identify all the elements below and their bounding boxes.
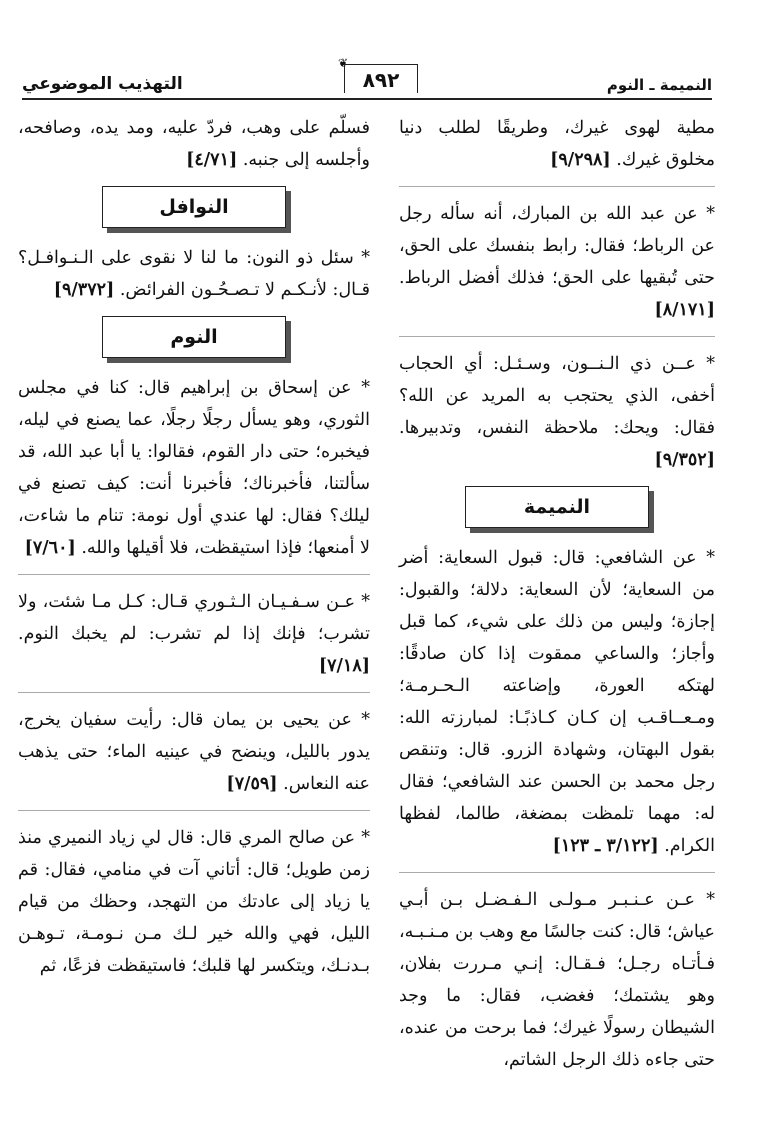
divider: [18, 574, 370, 576]
citation: [٩/٣٧٢]: [53, 280, 115, 300]
paragraph: [399, 198, 715, 326]
section-heading-wrap: [18, 316, 370, 358]
paragraph-text: * عــن ذي الـنــون، وسـئـل: أي الحجاب أخفى، الذي يحتجب به المريد عن الله؟ فقال: ويحك: ملاحظة النفس، وتدبيرها.: [399, 354, 715, 438]
right-column: [399, 112, 715, 1086]
paragraph: [399, 112, 715, 176]
paragraph: [18, 112, 370, 176]
paragraph-text: * عن عبد الله بن المبارك، أنه سأله رجل عن الرباط؛ فقال: رابط بنفسك على الحق، حتى تُبقيها على الحق؛ فذلك أفضل الرباط.: [399, 204, 715, 288]
paragraph: [18, 822, 370, 982]
section-heading-wrap: [399, 486, 715, 528]
citation: [٧/٥٩]: [226, 774, 278, 794]
paragraph-text: * عن صالح المري قال: قال لي زياد النميري منذ زمن طويل؛ قال: أتاني آت في منامي، فقال: قم يا زياد إلى عادتك من التهجد، وحظك من قيام الليل، فهي والله خير لـك مـن نـومـة، تـوهـن بـدنـك، ويتكسر لها قلبك؛ فاستيقظت فزعًا، ثم: [18, 828, 370, 976]
paragraph: [18, 704, 370, 800]
divider: [18, 810, 370, 812]
paragraph: [399, 348, 715, 476]
paragraph-text: * عن يحيى بن يمان قال: رأيت سفيان يخرج، يدور بالليل، وينضح في عينيه الماء؛ حتى يذهب عنه النعاس.: [18, 710, 370, 794]
paragraph: [18, 372, 370, 564]
page-header: [22, 56, 712, 102]
paragraph-text: * عن الشافعي: قال: قبول السعاية: أضر من السعاية؛ لأن السعاية: دلالة؛ والقبول: إجازة؛ وليس من ذلك على شيء، كما قبل وأجاز؛ والساعي ممقوت إذا كان صادقًا: لهتكه العورة، وإضاعته الـحـرمـة؛ ومـعــاقـب إن كـان كـاذبًـا: لمبارزته الله: بقول البهتان، وشهادة الزرو. قال: وتنقص رجل محمد بن الحسن عند الشافعي؛ فقال له: مهما تلمظت بمضغة، طالما، لفظها الكرام.: [399, 548, 715, 856]
paragraph-text: * سئل ذو النون: ما لنا لا نقوى على الـنـوافـل؟ قـال: لأنـكـم لا تـصـحُـون الفرائض.: [18, 248, 370, 300]
paragraph: [18, 586, 370, 682]
paragraph-text: * عن إسحاق بن إبراهيم قال: كنا في مجلس الثوري، وهو يسأل رجلًا رجلًا، عما يصنع في ليله، فيخبره؛ حتى دار القوم، فقالوا: يا أبا عبد الله، قد سألتنا، فأخبرناك؛ فأخبرنا أنت: كيف تصنع في ليلك؟ فقال: لها عندي أول نومة: تنام ما شاءت، لا أمنعها؛ فإذا استيقظت، فلا أقيلها والله.: [18, 378, 370, 558]
divider: [399, 872, 715, 874]
citation: [٨/١٧١]: [654, 300, 715, 320]
divider: [399, 186, 715, 188]
section-heading-namima: النميمة: [465, 486, 649, 528]
ornament-icon: ❦: [338, 56, 349, 70]
paragraph-text: فسلّم على وهب، فردّ عليه، ومد يده، وصافحه، وأجلسه إلى جنبه.: [18, 118, 370, 170]
citation: [٧/٦٠]: [24, 538, 76, 558]
divider: [18, 692, 370, 694]
paragraph: [18, 242, 370, 306]
section-heading-wrap: [18, 186, 370, 228]
paragraph-text: * عـن سـفـيـان الـثـوري قـال: كـل مـا شئت، ولا تشرب؛ فإنك إذا لم تشرب: لم يخبك النوم.: [18, 592, 370, 644]
paragraph-text: مطية لهوى غيرك، وطريقًا لطلب دنيا مخلوق غيرك.: [399, 118, 715, 170]
divider: [399, 336, 715, 338]
citation: [٩/٢٩٨]: [550, 150, 611, 170]
header-rule: [22, 98, 712, 100]
citation: [٩/٣٥٢]: [654, 450, 715, 470]
paragraph: [399, 884, 715, 1076]
paragraph-text: * عـن عـنـبـر مـولـى الـفـضـل بـن أبـي عياش؛ قال: كنت جالسًا مع وهب بن مـنـبـه، فـأتـاه رجـل؛ فـقـال: إنـي مـررت بفلان، وهو يشتمك؛ فغضب، فقال: ما وجد الشيطان رسولًا غيرك؛ فما برحت من عنده، حتى جاءه ذلك الرجل الشاتم،: [399, 890, 715, 1070]
citation: [٤/٧١]: [186, 150, 238, 170]
section-heading-nawm: النوم: [102, 316, 286, 358]
citation: [٣/١٢٢ ـ ١٢٣]: [552, 836, 659, 856]
citation: [٧/١٨]: [318, 656, 370, 676]
paragraph: [399, 542, 715, 862]
running-title-left: التهذيب الموضوعي: [22, 74, 183, 94]
left-column: [18, 112, 370, 992]
running-title-right: النميمة ـ النوم: [606, 76, 712, 94]
page-number: ٨٩٢: [344, 64, 418, 93]
section-heading-nawafil: النوافل: [102, 186, 286, 228]
